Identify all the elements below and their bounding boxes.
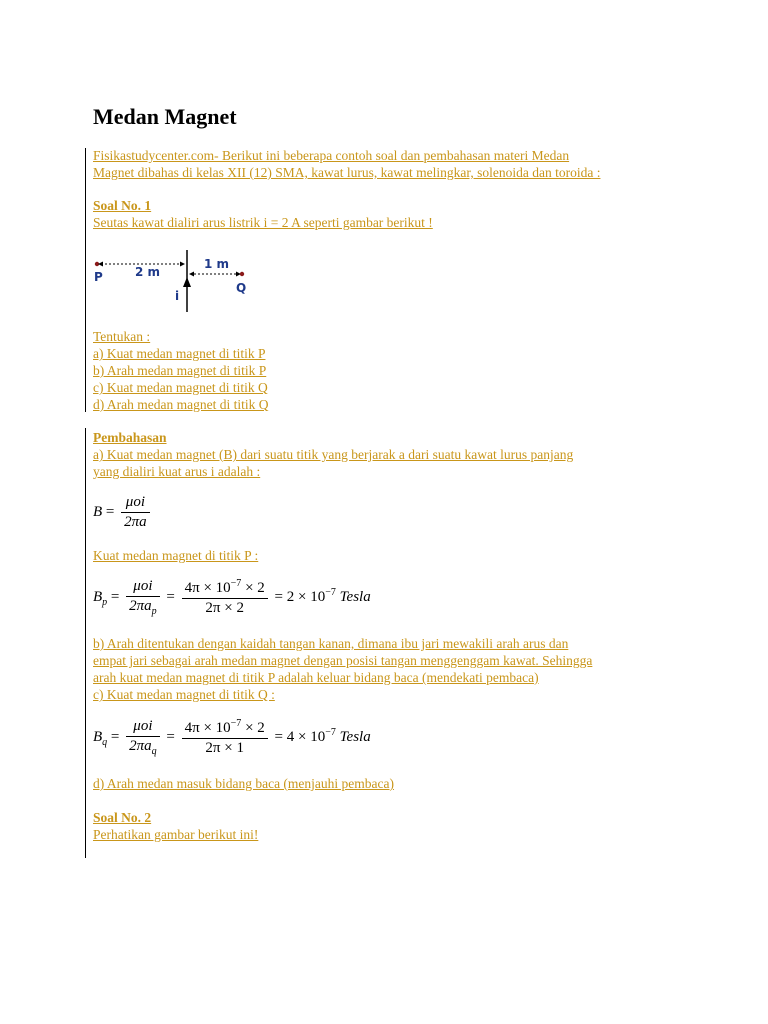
soal-2-heading[interactable]: Soal No. 2 [93, 810, 152, 825]
page-title: Medan Magnet [93, 104, 237, 129]
label-distance-p: 2 m [135, 265, 161, 279]
tentukan-label[interactable]: Tentukan : [93, 329, 151, 344]
fraction-numerator: μoi [121, 494, 150, 513]
numerator-tail: × 2 [241, 720, 265, 736]
formula-result: = 2 × 10 [274, 588, 326, 605]
formula-fraction [182, 718, 268, 757]
denominator-subscript: p [151, 606, 157, 617]
pembahasan-heading[interactable]: Pembahasan [93, 430, 167, 445]
fraction-numerator [182, 718, 268, 739]
pembahasan-text[interactable]: empat jari sebagai arah medan magnet dengan posisi tangan menggenggam kawat. Sehingga [93, 653, 593, 668]
soal-2-text[interactable]: Perhatikan gambar berikut ini! [93, 827, 259, 842]
point-q-dot [240, 272, 244, 276]
formula-fraction [126, 718, 160, 757]
result-exponent: −7 [325, 726, 336, 738]
left-margin-bar [85, 428, 86, 858]
equals-sign: = [166, 728, 175, 745]
question-item[interactable]: c) Kuat medan magnet di titik Q [93, 380, 268, 395]
formula-fraction [182, 578, 268, 617]
fraction-denominator [126, 597, 160, 617]
formula-result: = 4 × 10 [274, 728, 326, 745]
equals-sign: = [110, 588, 120, 605]
intro-line[interactable]: Fisikastudycenter.com- Berikut ini beberapa contoh soal dan pembahasan materi Medan [93, 148, 570, 163]
equals-sign: = [110, 728, 120, 745]
pembahasan-text[interactable]: d) Arah medan masuk bidang baca (menjauhi pembaca) [93, 776, 395, 791]
numerator-exponent: −7 [230, 578, 242, 589]
formula-lhs: B [93, 728, 103, 745]
fraction-denominator: 2πa [124, 514, 147, 530]
numerator-text: 4π × 10 [184, 580, 231, 596]
denominator-text: 2πa [129, 738, 152, 754]
numerator-text: 4π × 10 [184, 720, 231, 736]
pembahasan-text[interactable]: b) Arah ditentukan dengan kaidah tangan kanan, dimana ibu jari mewakili arah arus dan [93, 636, 569, 651]
soal-1-text[interactable]: Seutas kawat dialiri arus listrik i = 2 A seperti gambar berikut ! [93, 215, 433, 230]
numerator-exponent: −7 [230, 718, 242, 729]
fraction-denominator: 2π × 2 [205, 600, 244, 616]
denominator-subscript: q [151, 746, 157, 757]
formula-lhs-subscript: q [102, 736, 108, 748]
formula-unit: Tesla [339, 728, 371, 745]
intro-line[interactable]: Magnet dibahas di kelas XII (12) SMA, kawat lurus, kawat melingkar, solenoida dan toroida : [93, 165, 601, 180]
question-item[interactable]: d) Arah medan magnet di titik Q [93, 397, 269, 412]
fraction-denominator [126, 737, 160, 757]
question-item[interactable]: b) Arah medan magnet di titik P [93, 363, 267, 378]
equals-sign: = [166, 588, 175, 605]
pembahasan-text[interactable]: c) Kuat medan magnet di titik Q : [93, 687, 275, 702]
wire-diagram [92, 248, 262, 314]
question-item[interactable]: a) Kuat medan magnet di titik P [93, 346, 266, 361]
formula-lhs: B [93, 588, 103, 605]
arrow-head-icon [189, 272, 194, 277]
arrow-head-icon [98, 262, 103, 267]
label-current: i [175, 289, 180, 303]
result-exponent: −7 [325, 586, 336, 598]
formula-bp [93, 578, 371, 617]
formula-unit: Tesla [339, 588, 371, 605]
pembahasan-text[interactable]: yang dialiri kuat arus i adalah : [93, 464, 261, 479]
pembahasan-text[interactable]: arah kuat medan magnet di titik P adalah keluar bidang baca (mendekati pembaca) [93, 670, 539, 685]
fraction-numerator [182, 578, 268, 599]
equals-sign: = [105, 503, 115, 520]
left-margin-bar [85, 148, 86, 412]
formula-lhs-subscript: p [102, 596, 108, 608]
formula-fraction [126, 578, 160, 617]
denominator-text: 2πa [129, 598, 152, 614]
kuat-p-label[interactable]: Kuat medan magnet di titik P : [93, 548, 259, 563]
pembahasan-text[interactable]: a) Kuat medan magnet (B) dari suatu titik yang berjarak a dari suatu kawat lurus panjang [93, 447, 574, 462]
formula-fraction [121, 494, 150, 531]
soal-1-heading[interactable]: Soal No. 1 [93, 198, 152, 213]
numerator-tail: × 2 [241, 580, 265, 596]
fraction-numerator: μoi [126, 718, 160, 737]
fraction-denominator: 2π × 1 [205, 740, 244, 756]
arrow-head-icon [180, 262, 185, 267]
formula-lhs: B [93, 503, 103, 520]
label-q: Q [236, 281, 247, 295]
label-p: P [94, 270, 103, 284]
label-distance-q: 1 m [204, 257, 230, 271]
fraction-numerator: μoi [126, 578, 160, 597]
formula-bq [93, 718, 371, 757]
formula-general [93, 494, 153, 531]
current-arrow-icon [183, 277, 191, 287]
